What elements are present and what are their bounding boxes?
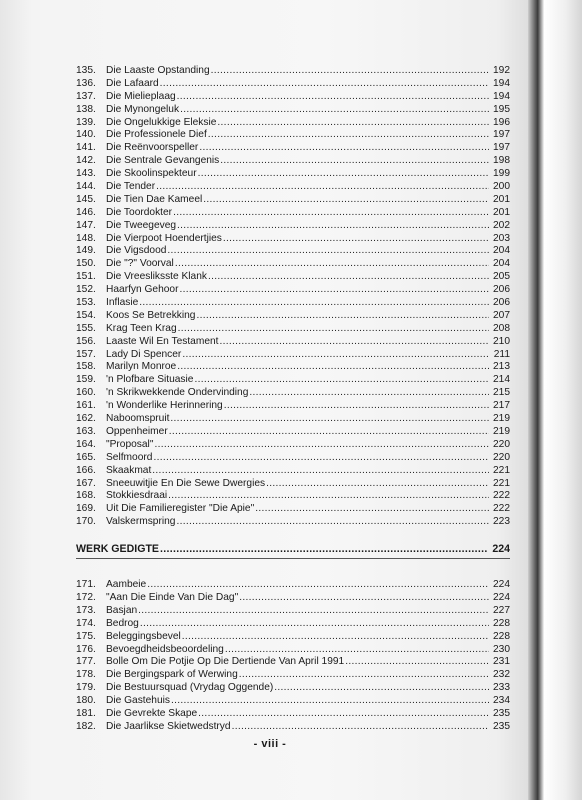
leader-dots (274, 682, 489, 695)
toc-entry (76, 65, 510, 78)
entry-page-number: 197 (493, 129, 510, 141)
entry-number: 150. (76, 258, 96, 270)
toc-entry (76, 258, 510, 271)
leader-dots (152, 465, 489, 478)
entry-number: 163. (76, 425, 96, 437)
leader-dots (169, 426, 489, 439)
entry-number: 172. (76, 591, 96, 603)
toc-entry (76, 297, 510, 310)
entry-number: 161. (76, 400, 96, 412)
entry-number: 156. (76, 335, 96, 347)
entry-number: 178. (76, 669, 96, 681)
entry-page-number: 228 (493, 630, 510, 642)
toc-entry (76, 452, 510, 465)
leader-dots (196, 310, 489, 323)
entry-title: Selfmoord (106, 451, 153, 463)
entry-page-number: 222 (493, 503, 510, 515)
toc-entry (76, 78, 510, 91)
entry-page-number: 213 (493, 361, 510, 373)
entry-title: 'n Plofbare Situasie (106, 374, 194, 386)
leader-dots (175, 258, 489, 271)
entry-number: 169. (76, 503, 96, 515)
leader-dots (147, 579, 489, 592)
entry-title: Marilyn Monroe (106, 361, 177, 373)
leader-dots (255, 503, 489, 516)
leader-dots (177, 91, 489, 104)
entry-page-number: 219 (493, 425, 510, 437)
toc-entry (76, 336, 510, 349)
entry-title: Die Tien Dae Kameel (106, 193, 203, 205)
toc-entry (76, 708, 510, 721)
leader-dots (208, 129, 489, 142)
leader-dots (138, 605, 489, 618)
leader-dots (168, 490, 489, 503)
leader-dots (182, 631, 489, 644)
leader-dots (239, 592, 489, 605)
leader-dots (194, 374, 489, 387)
leader-dots (139, 297, 489, 310)
entry-title: Bevoegdheidsbeoordeling (106, 643, 224, 655)
leader-dots (160, 542, 487, 556)
leader-dots (173, 207, 489, 220)
entry-page-number: 201 (493, 193, 510, 205)
entry-title: Valskermspring (106, 516, 176, 528)
entry-number: 177. (76, 656, 96, 668)
toc-entry (76, 631, 510, 644)
toc-entry (76, 104, 510, 117)
toc-entry (76, 478, 510, 491)
toc-entry (76, 695, 510, 708)
entry-number: 167. (76, 477, 96, 489)
leader-dots (266, 478, 489, 491)
toc-entry (76, 168, 510, 181)
toc-entry (76, 656, 510, 669)
leader-dots (203, 194, 489, 207)
entry-page-number: 201 (493, 206, 510, 218)
leader-dots (224, 400, 489, 413)
entry-title: Lady Di Spencer (106, 348, 182, 360)
entry-page-number: 204 (493, 245, 510, 257)
entry-number: 146. (76, 206, 96, 218)
entry-title: Die Lafaard (106, 77, 159, 89)
toc-entry (76, 374, 510, 387)
leader-dots (170, 413, 489, 426)
entry-number: 144. (76, 181, 96, 193)
toc-entry (76, 721, 510, 734)
entry-number: 165. (76, 451, 96, 463)
entry-title: Die Vigsdood (106, 245, 167, 257)
leader-dots (225, 644, 489, 657)
toc-entry (76, 592, 510, 605)
entry-page-number: 228 (493, 617, 510, 629)
toc-list-part-1 (76, 65, 510, 529)
page-number-footer: - viii - (253, 738, 287, 750)
entry-number: 136. (76, 77, 96, 89)
entry-title: Naboomspruit (106, 413, 170, 425)
leader-dots (211, 65, 489, 78)
toc-entry (76, 207, 510, 220)
entry-page-number: 231 (493, 656, 510, 668)
entry-page-number: 223 (493, 516, 510, 528)
entry-title: 'n Wonderlike Herinnering (106, 400, 223, 412)
entry-number: 145. (76, 193, 96, 205)
toc-entry (76, 387, 510, 400)
entry-number: 140. (76, 129, 96, 141)
entry-page-number: 227 (493, 604, 510, 616)
entry-page-number: 194 (493, 90, 510, 102)
entry-title: Beleggingsbevel (106, 630, 181, 642)
entry-page-number: 211 (493, 348, 510, 360)
entry-page-number: 206 (493, 297, 510, 309)
leader-dots (199, 142, 489, 155)
entry-page-number: 224 (493, 579, 510, 591)
entry-page-number: 195 (493, 103, 510, 115)
toc-entry (76, 117, 510, 130)
entry-title: Die Gastehuis (106, 695, 170, 707)
toc-entry (76, 579, 510, 592)
entry-number: 155. (76, 322, 96, 334)
toc-entry (76, 413, 510, 426)
entry-title: Die Gevrekte Skape (106, 707, 198, 719)
entry-title: Haarfyn Gehoor (106, 284, 179, 296)
toc-entry (76, 490, 510, 503)
entry-title: Die Laaste Opstanding (106, 65, 210, 76)
toc-entry (76, 142, 510, 155)
entry-title: "Proposal" (106, 438, 154, 450)
leader-dots (239, 669, 489, 682)
entry-title: Bedrog (106, 617, 139, 629)
entry-title: 'n Skrikwekkende Ondervinding (106, 387, 249, 399)
leader-dots (153, 452, 489, 465)
entry-title: Die Vierpoot Hoendertjies (106, 232, 222, 244)
entry-title: Laaste Wil En Testament (106, 335, 219, 347)
entry-title: Die Bergingspark of Werwing (106, 669, 238, 681)
entry-number: 182. (76, 720, 96, 732)
toc-entry (76, 220, 510, 233)
toc-entry (76, 284, 510, 297)
entry-title: Krag Teen Krag (106, 322, 177, 334)
toc-entry (76, 618, 510, 631)
entry-title: Koos Se Betrekking (106, 309, 196, 321)
entry-title: Die Mynongeluk (106, 103, 180, 115)
leader-dots (182, 349, 489, 362)
entry-page-number: 220 (493, 451, 510, 463)
entry-title: Bolle Om Die Potjie Op Die Dertiende Van April 1991 (106, 656, 345, 668)
entry-page-number: 234 (493, 695, 510, 707)
leader-dots (249, 387, 489, 400)
entry-page-number: 198 (493, 155, 510, 167)
toc-entry (76, 426, 510, 439)
leader-dots (171, 695, 489, 708)
entry-number: 149. (76, 245, 96, 257)
entry-title: Die Tweegeveg (106, 219, 177, 231)
entry-number: 147. (76, 219, 96, 231)
entry-title: Die Toordokter (106, 206, 173, 218)
entry-title: Die Reënvoorspeller (106, 142, 199, 154)
entry-number: 173. (76, 604, 96, 616)
toc-entry (76, 669, 510, 682)
entry-title: Uit Die Familieregister "Die Apie" (106, 503, 255, 515)
entry-number: 179. (76, 682, 96, 694)
leader-dots (167, 245, 489, 258)
entry-page-number: 199 (493, 168, 510, 180)
entry-number: 175. (76, 630, 96, 642)
entry-number: 138. (76, 103, 96, 115)
entry-title: Die Bestuursquad (Vrydag Oggende) (106, 682, 274, 694)
leader-dots (220, 336, 490, 349)
entry-number: 151. (76, 271, 96, 283)
entry-number: 142. (76, 155, 96, 167)
entry-page-number: 217 (493, 400, 510, 412)
entry-title: Stokkiesdraai (106, 490, 168, 502)
entry-number: 160. (76, 387, 96, 399)
entry-number: 148. (76, 232, 96, 244)
leader-dots (154, 439, 489, 452)
entry-title: "Aan Die Einde Van Die Dag" (106, 591, 239, 603)
toc-entry (76, 323, 510, 336)
leader-dots (179, 284, 489, 297)
toc-entry (76, 349, 510, 362)
entry-title: Die Professionele Dief (106, 129, 207, 141)
entry-page-number: 224 (493, 591, 510, 603)
entry-page-number: 233 (493, 682, 510, 694)
entry-title: Die Skoolinspekteur (106, 168, 197, 180)
entry-page-number: 221 (493, 464, 510, 476)
toc-entry (76, 155, 510, 168)
entry-number: 139. (76, 116, 96, 128)
entry-page-number: 235 (493, 707, 510, 719)
table-of-contents (76, 65, 510, 734)
section-title: WERK GEDIGTE (76, 543, 159, 556)
entry-number: 164. (76, 438, 96, 450)
leader-dots (180, 104, 489, 117)
leader-dots (177, 220, 489, 233)
toc-section-heading (76, 542, 510, 559)
leader-dots (217, 117, 489, 130)
toc-entry (76, 194, 510, 207)
toc-entry (76, 233, 510, 246)
entry-page-number: 203 (493, 232, 510, 244)
leader-dots (198, 708, 489, 721)
leader-dots (178, 323, 489, 336)
entry-page-number: 222 (493, 490, 510, 502)
toc-entry (76, 91, 510, 104)
toc-entry (76, 310, 510, 323)
entry-page-number: 202 (493, 219, 510, 231)
toc-entry (76, 605, 510, 618)
section-page-number: 224 (492, 543, 510, 556)
entry-page-number: 194 (493, 77, 510, 89)
entry-title: Die Mielieplaag (106, 90, 176, 102)
toc-entry (76, 439, 510, 452)
entry-number: 153. (76, 297, 96, 309)
toc-entry (76, 644, 510, 657)
entry-title: Sneeuwitjie En Die Sewe Dwergies (106, 477, 266, 489)
entry-number: 170. (76, 516, 96, 528)
book-spine (528, 0, 582, 800)
entry-title: Basjan (106, 604, 138, 616)
entry-page-number: 196 (493, 116, 510, 128)
entry-title: Inflasie (106, 297, 139, 309)
entry-page-number: 204 (493, 258, 510, 270)
leader-dots (160, 78, 489, 91)
leader-dots (156, 181, 489, 194)
entry-page-number: 220 (493, 438, 510, 450)
toc-entry (76, 129, 510, 142)
leader-dots (176, 516, 489, 529)
entry-page-number: 197 (493, 142, 510, 154)
leader-dots (198, 168, 489, 181)
toc-entry (76, 245, 510, 258)
entry-page-number: 208 (493, 322, 510, 334)
entry-page-number: 214 (493, 374, 510, 386)
toc-entry (76, 361, 510, 374)
entry-number: 166. (76, 464, 96, 476)
toc-entry (76, 181, 510, 194)
entry-number: 152. (76, 284, 96, 296)
entry-title: Oppenheimer (106, 425, 168, 437)
entry-page-number: 206 (493, 284, 510, 296)
entry-number: 135. (76, 65, 96, 76)
entry-title: Die Vreesliksste Klank (106, 271, 207, 283)
toc-list-part-2 (76, 579, 510, 734)
leader-dots (220, 155, 489, 168)
entry-page-number: 192 (493, 65, 510, 76)
entry-number: 174. (76, 617, 96, 629)
entry-title: Die Tender (106, 181, 156, 193)
entry-number: 141. (76, 142, 96, 154)
leader-dots (232, 721, 489, 734)
entry-page-number: 230 (493, 643, 510, 655)
entry-page-number: 210 (493, 335, 510, 347)
entry-title: Skaakmat (106, 464, 152, 476)
toc-entry (76, 682, 510, 695)
entry-number: 154. (76, 309, 96, 321)
entry-number: 181. (76, 707, 96, 719)
entry-number: 137. (76, 90, 96, 102)
entry-number: 158. (76, 361, 96, 373)
leader-dots (223, 233, 489, 246)
leader-dots (177, 361, 489, 374)
toc-entry (76, 503, 510, 516)
entry-page-number: 200 (493, 181, 510, 193)
entry-title: Die Jaarlikse Skietwedstryd (106, 720, 231, 732)
entry-number: 171. (76, 579, 96, 591)
entry-page-number: 235 (493, 720, 510, 732)
entry-page-number: 207 (493, 309, 510, 321)
entry-page-number: 205 (493, 271, 510, 283)
leader-dots (140, 618, 489, 631)
entry-title: Die "?" Voorval (106, 258, 174, 270)
toc-entry (76, 465, 510, 478)
entry-title: Die Ongelukkige Eleksie (106, 116, 217, 128)
entry-number: 168. (76, 490, 96, 502)
entry-title: Aambeie (106, 579, 147, 591)
entry-number: 157. (76, 348, 96, 360)
entry-page-number: 215 (493, 387, 510, 399)
entry-number: 143. (76, 168, 96, 180)
entry-page-number: 219 (493, 413, 510, 425)
entry-page-number: 232 (493, 669, 510, 681)
toc-entry (76, 400, 510, 413)
entry-page-number: 221 (493, 477, 510, 489)
entry-number: 180. (76, 695, 96, 707)
leader-dots (208, 271, 489, 284)
entry-number: 162. (76, 413, 96, 425)
leader-dots (345, 656, 489, 669)
entry-title: Die Sentrale Gevangenis (106, 155, 220, 167)
entry-number: 176. (76, 643, 96, 655)
toc-entry (76, 271, 510, 284)
toc-entry (76, 516, 510, 529)
entry-number: 159. (76, 374, 96, 386)
